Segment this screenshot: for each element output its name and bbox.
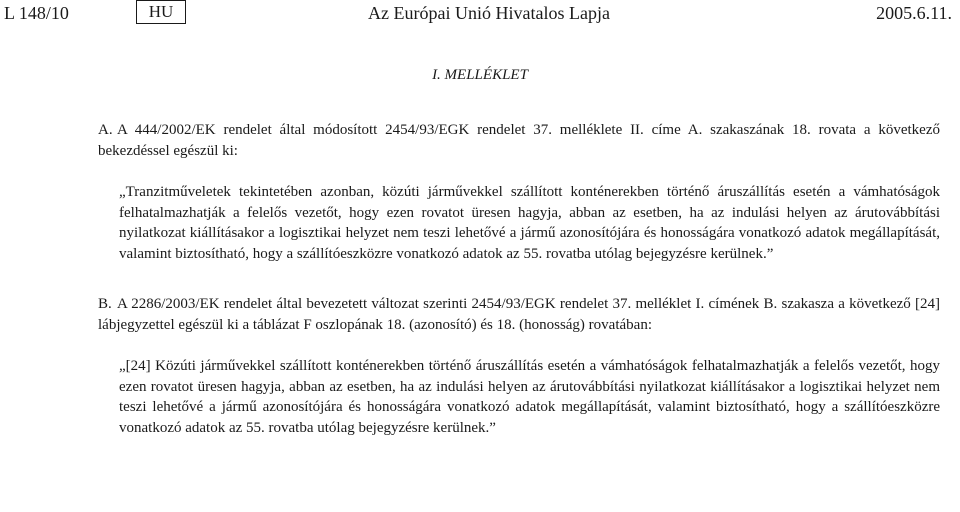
section-b-quote: „[24] Közúti járművekkel szállított konténerekben történő áruszállítás esetén a vámhatóságok felhatalmazhatják a felelős vezetőt, hogy ezen rovatot üresen hagyja, abban az esetben, ha az indulási helyen az árutovábbítási nyilatkozat kiállításakor a logisztikai helyzet nem teszi lehetővé a jármű azonosítójára és honosságára vonatkozó adatok megállapítását, valamint biztosítható, hogy a szállítóeszközre vonatkozó adatok az 55. rovatba utólag bejegyzésre kerülnek.” — [119, 358, 940, 436]
section-a-text: A 444/2002/EK rendelet által módosított 2454/93/EGK rendelet 37. melléklete II. címe A. szakaszának 18. rovata a következő bekezdéssel egészül ki: — [98, 122, 940, 159]
section-b-label: B. — [98, 296, 112, 312]
section-a — [98, 120, 940, 161]
section-b — [98, 294, 940, 335]
journal-title: Az Európai Unió Hivatalos Lapja — [368, 3, 610, 23]
page-header — [0, 0, 960, 30]
section-a-label: A. — [98, 122, 113, 138]
publication-date: 2005.6.11. — [876, 3, 952, 23]
annex-title: I. MELLÉKLET — [432, 67, 528, 83]
journal-reference: L 148/10 — [4, 3, 69, 23]
language-badge: HU — [136, 0, 186, 24]
section-b-text: A 2286/2003/EK rendelet által bevezetett változat szerinti 2454/93/EGK rendelet 37. melléklet I. címének B. szakasza a következő [24] lábjegyzettel egészül ki a táblázat F oszlopának 18. (azonosító) és 18. (honosság) rovatában: — [98, 296, 940, 333]
section-a-quote: „Tranzitműveletek tekintetében azonban, közúti járművekkel szállított konténerekben történő áruszállítás esetén a vámhatóságok felhatalmazhatják a felelős vezetőt, hogy ezen rovatot üresen hagyja, abban az esetben, ha az indulási helyen az árutovábbítási nyilatkozat kiállításakor a logisztikai helyzet nem teszi lehetővé a jármű azonosítójára és honosságára vonatkozó adatok megállapítását, valamint biztosítható, hogy a szállítóeszközre vonatkozó adatok az 55. rovatba utólag bejegyzésre kerülnek.” — [119, 184, 940, 262]
